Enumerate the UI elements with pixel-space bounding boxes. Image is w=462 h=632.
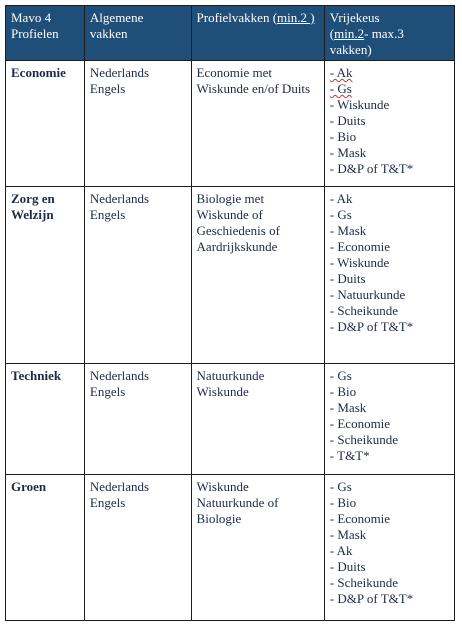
table-row	[6, 475, 455, 621]
free-choice-item: - D&P of T&T*	[329, 319, 414, 334]
free-choice-item: - D&P of T&T*	[329, 161, 414, 176]
general-subject: Engels	[89, 495, 126, 510]
header-profiles	[6, 6, 85, 61]
general-subjects	[84, 187, 191, 364]
profile-name: Groen	[6, 475, 85, 621]
free-choice-item: - Mask	[329, 527, 367, 542]
free-choice-item: - Duits	[329, 113, 366, 128]
header-free-choice-line1: Vrijekeus	[329, 10, 380, 25]
profile-subjects-text: Natuurkunde Wiskunde	[196, 368, 265, 399]
free-choice-item: - Ak	[329, 65, 353, 80]
profile-name: Economie	[6, 61, 85, 187]
free-choice-item: - Bio	[329, 129, 357, 144]
free-choice-item: - Economie	[329, 416, 391, 431]
profile-subjects	[191, 61, 324, 187]
header-free-choice-line2	[330, 26, 449, 42]
header-general-line1: Algemene	[89, 10, 144, 25]
header-profiles-line1: Mavo 4	[11, 10, 52, 25]
profile-subjects	[191, 364, 324, 475]
free-choice-item: - Gs	[329, 81, 352, 96]
general-subject: Nederlands	[89, 479, 150, 494]
free-choice-item: - Ak	[329, 543, 353, 558]
profile-name: Techniek	[6, 364, 85, 475]
free-choice-item: - Gs	[329, 207, 352, 222]
profile-subjects	[191, 187, 324, 364]
free-choice-list	[324, 475, 454, 621]
free-choice-list	[324, 187, 454, 364]
free-choice-item: - Scheikunde	[329, 303, 399, 318]
general-subject: Engels	[89, 384, 126, 399]
free-choice-item: - Economie	[329, 239, 391, 254]
header-free-choice-max: - max.3	[364, 26, 404, 41]
free-choice-item: - Wiskunde	[329, 255, 390, 270]
free-choice-item: - Bio	[329, 384, 357, 399]
header-general-line2: vakken	[89, 26, 128, 41]
header-free-choice-link: min.2	[334, 26, 365, 41]
free-choice-item: - Duits	[329, 271, 366, 286]
header-profile-subjects-link: min.2 )	[277, 10, 315, 25]
free-choice-item: - Bio	[329, 495, 357, 510]
header-free-choice-line3: vakken)	[329, 42, 372, 57]
free-choice-item: - Gs	[329, 368, 352, 383]
header-profile-subjects	[191, 6, 324, 61]
table-row	[6, 364, 455, 475]
free-choice-item: - Duits	[329, 559, 366, 574]
profile-subjects-text: Biologie met Wiskunde of Geschiedenis of Aardrijkskunde	[196, 191, 280, 254]
free-choice-item: - T&T*	[329, 448, 370, 463]
free-choice-item: - Ak	[329, 191, 353, 206]
table-header-row	[6, 6, 455, 61]
free-choice-list	[324, 61, 454, 187]
header-free-choice-paren: (	[329, 26, 335, 41]
profile-subjects-text: Wiskunde Natuurkunde of Biologie	[196, 479, 279, 526]
free-choice-item: - Mask	[329, 145, 367, 160]
header-profile-subjects-text: Profielvakken (	[196, 10, 278, 25]
profile-subjects	[191, 475, 324, 621]
free-choice-item: - D&P of T&T*	[329, 591, 414, 606]
table-row	[6, 61, 455, 187]
profile-subjects-text: Economie met Wiskunde en/of Duits	[196, 65, 311, 96]
general-subjects	[84, 61, 191, 187]
general-subject: Nederlands	[89, 65, 150, 80]
free-choice-item: - Mask	[329, 223, 367, 238]
general-subject: Engels	[89, 207, 126, 222]
free-choice-item: - Mask	[329, 400, 367, 415]
free-choice-item: - Wiskunde	[329, 97, 390, 112]
general-subject: Nederlands	[89, 191, 150, 206]
profile-name: Zorg en Welzijn	[6, 187, 85, 364]
free-choice-item: - Natuurkunde	[329, 287, 406, 302]
general-subjects	[84, 475, 191, 621]
free-choice-item: - Scheikunde	[329, 432, 399, 447]
general-subject: Nederlands	[89, 368, 150, 383]
header-general-subjects	[84, 6, 191, 61]
general-subject: Engels	[89, 81, 126, 96]
header-profiles-line2: Profielen	[11, 26, 59, 41]
table-row	[6, 187, 455, 364]
free-choice-list	[324, 364, 454, 475]
general-subjects	[84, 364, 191, 475]
free-choice-item: - Scheikunde	[329, 575, 399, 590]
header-free-choice	[324, 6, 454, 61]
free-choice-item: - Economie	[329, 511, 391, 526]
profile-table	[5, 5, 455, 621]
document-page	[5, 5, 455, 625]
free-choice-item: - Gs	[329, 479, 352, 494]
